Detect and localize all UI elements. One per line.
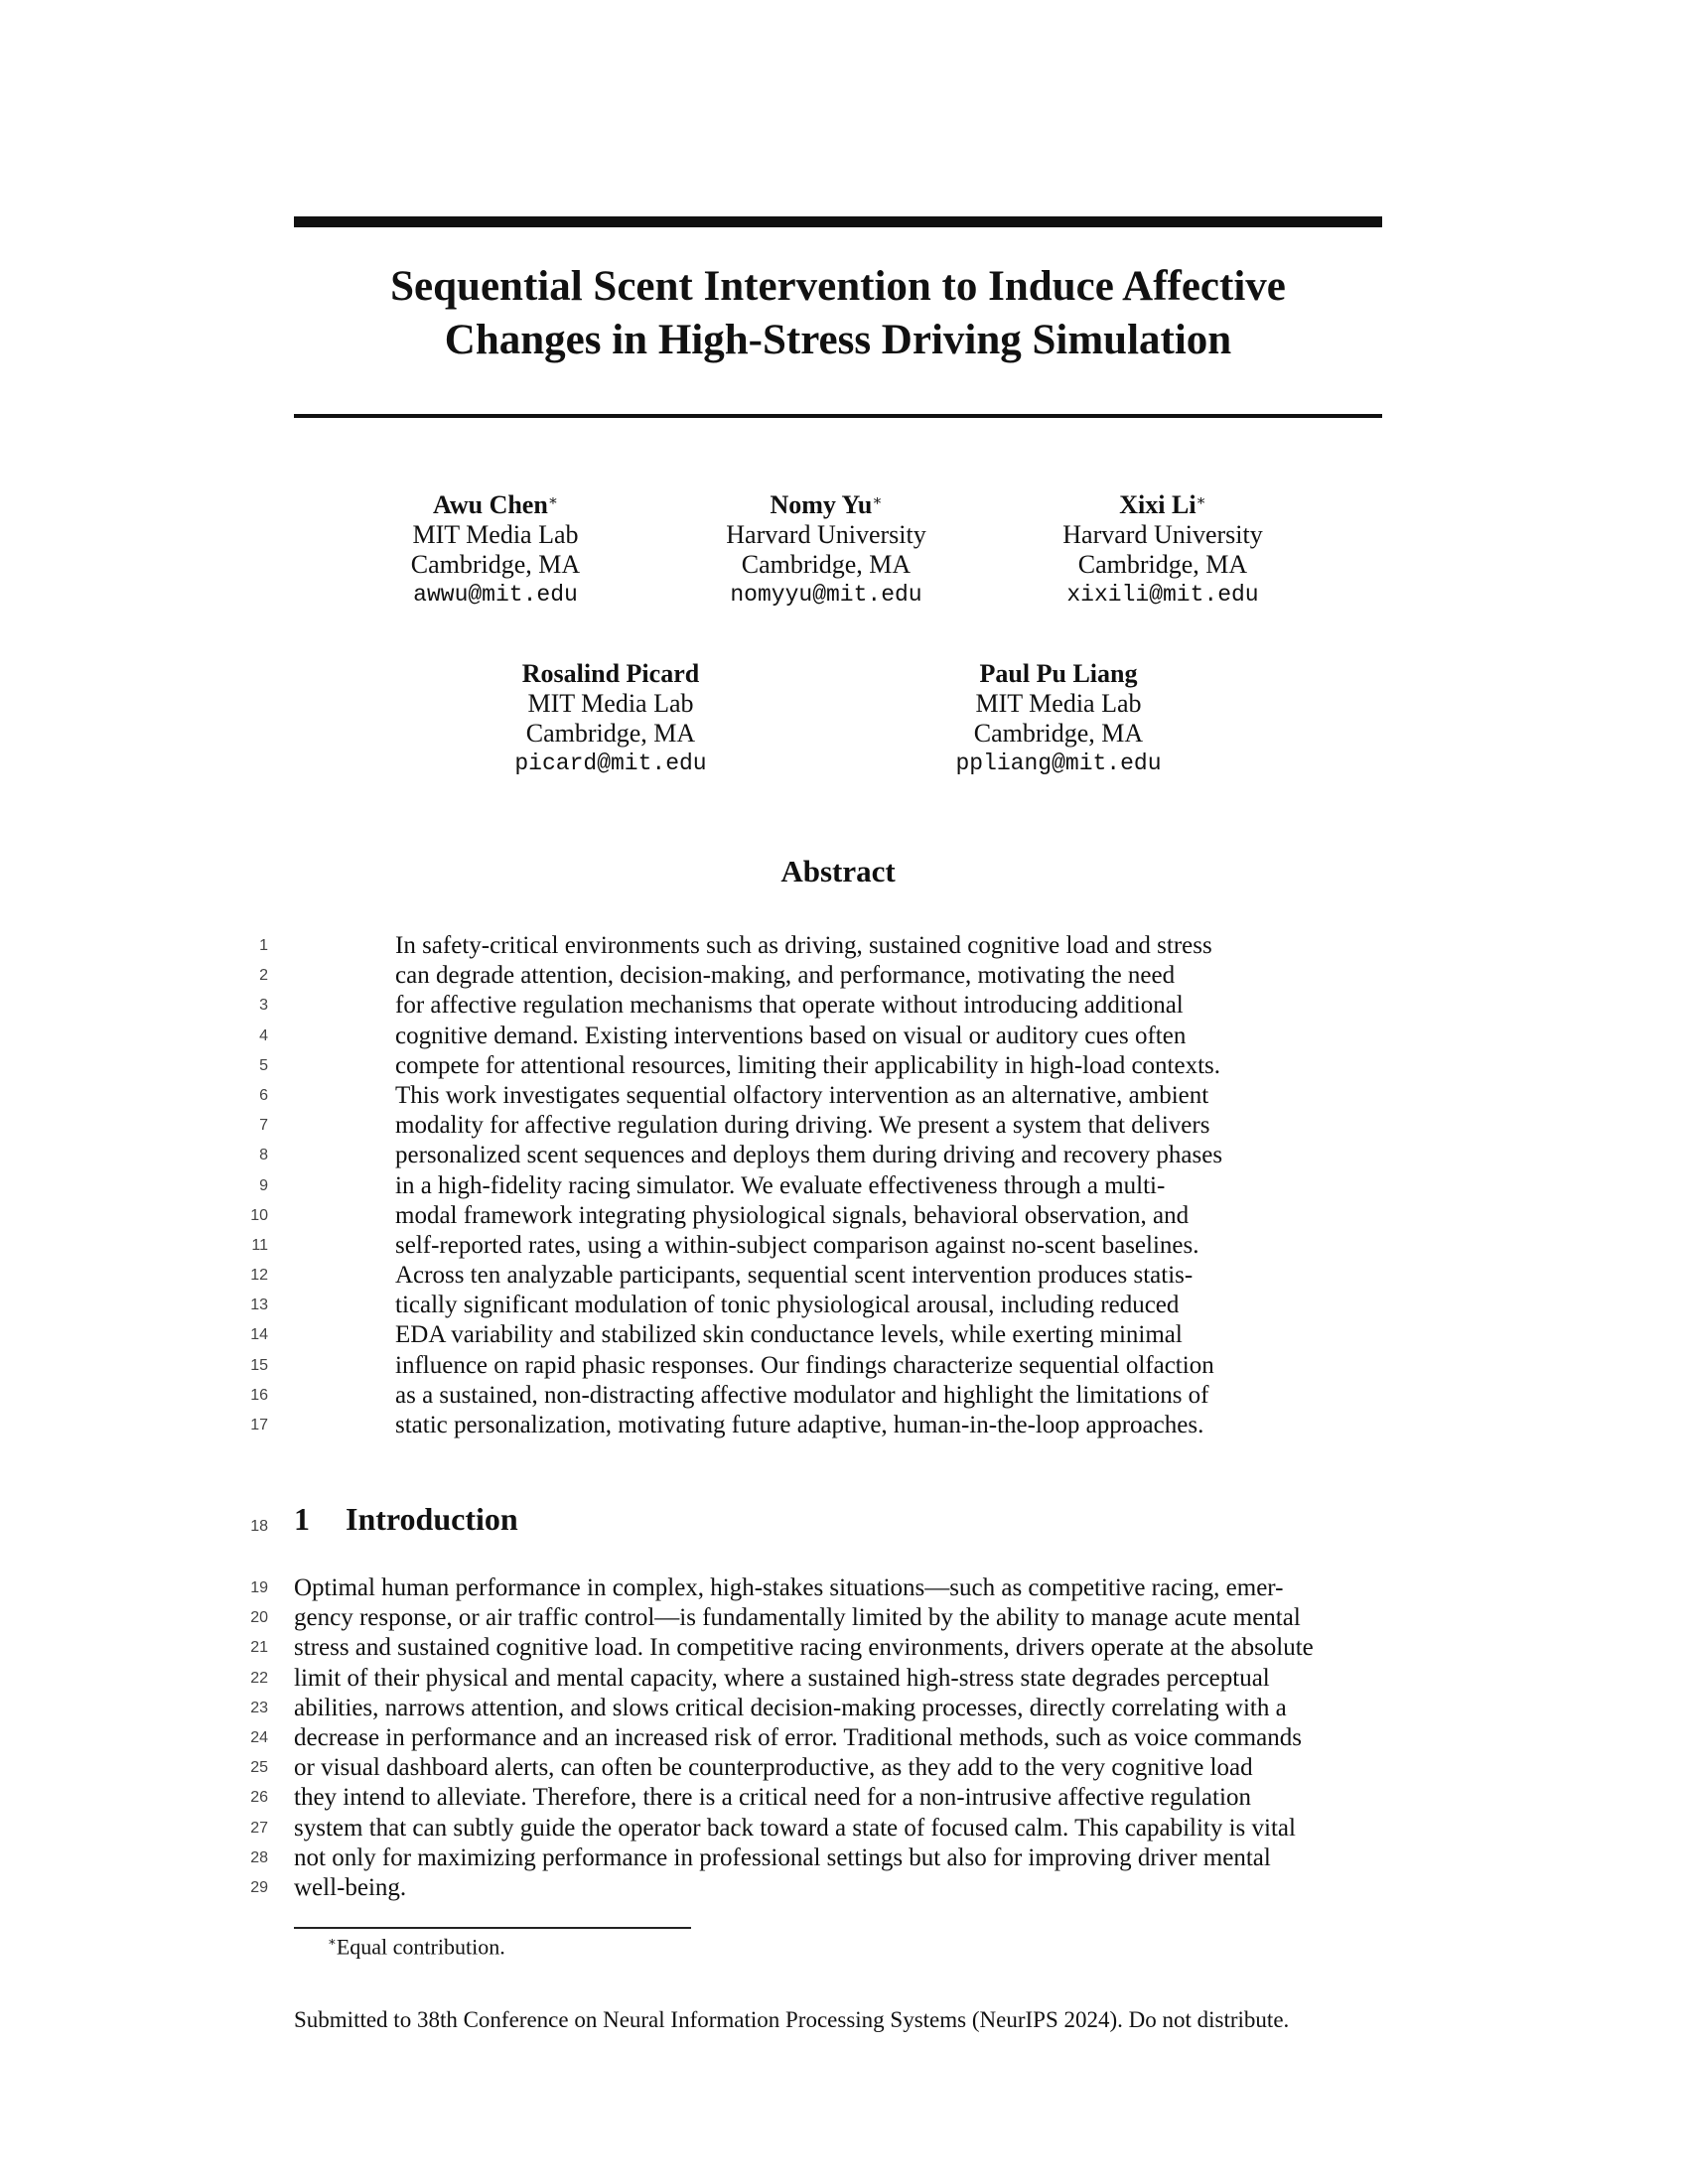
title-top-rule — [294, 216, 1382, 227]
body-line: abilities, narrows attention, and slows critical decision-making processes, directly correlating with a — [294, 1694, 1287, 1721]
footnote-text: Equal contribution. — [336, 1934, 505, 1960]
author-email[interactable]: xixili@mit.edu — [1066, 582, 1259, 608]
line-number: 29 — [250, 1878, 268, 1896]
section-title: Introduction — [346, 1501, 518, 1537]
abstract-line: compete for attentional resources, limiting their applicability in high-load contexts. — [395, 1051, 1221, 1079]
author-email[interactable]: awwu@mit.edu — [413, 582, 578, 608]
body-line: Optimal human performance in complex, high-stakes situations—such as competitive racing, emer- — [294, 1574, 1284, 1601]
line-number: 14 — [250, 1326, 268, 1344]
abstract-line: personalized scent sequences and deploys them during driving and recovery phases — [395, 1142, 1223, 1169]
line-number: 10 — [250, 1206, 268, 1224]
author-block — [452, 659, 770, 778]
body-line: system that can subtly guide the operator back toward a state of focused calm. This capability is vital — [294, 1814, 1296, 1842]
footnote-mark: ∗ — [328, 1934, 337, 1949]
author-name: Xixi Li — [1119, 490, 1196, 519]
author-block — [1004, 490, 1322, 610]
abstract-line: influence on rapid phasic responses. Our findings characterize sequential olfaction — [395, 1351, 1214, 1379]
line-number: 20 — [250, 1609, 268, 1627]
section-heading-introduction — [294, 1501, 518, 1538]
paper-title — [294, 260, 1382, 367]
author-block — [667, 490, 985, 610]
line-number: 5 — [259, 1056, 268, 1074]
abstract-line-numbers — [228, 931, 268, 1440]
abstract-line: tically significant modulation of tonic physiological arousal, including reduced — [395, 1292, 1180, 1319]
author-location: Cambridge, MA — [525, 719, 696, 748]
title-line-2: Changes in High-Stress Driving Simulation — [444, 317, 1232, 363]
submission-footer: Submitted to 38th Conference on Neural Information Processing Systems (NeurIPS 2024). Do not distribute. — [294, 2007, 1290, 2032]
abstract-line: as a sustained, non-distracting affective modulator and highlight the limitations of — [395, 1381, 1209, 1409]
line-number: 16 — [250, 1386, 268, 1404]
line-number: 25 — [250, 1759, 268, 1777]
line-number: 6 — [259, 1086, 268, 1104]
author-name: Rosalind Picard — [521, 659, 700, 688]
line-number: 2 — [259, 967, 268, 985]
abstract-line: modal framework integrating physiological signals, behavioral observation, and — [395, 1201, 1190, 1229]
author-email[interactable]: picard@mit.edu — [514, 751, 707, 776]
author-affiliation: Harvard University — [726, 520, 926, 549]
body-line: not only for maximizing performance in professional settings but also for improving driver mental — [294, 1843, 1271, 1871]
author-location: Cambridge, MA — [1077, 550, 1248, 579]
author-block — [900, 659, 1217, 778]
author-location: Cambridge, MA — [410, 550, 581, 579]
line-number: 19 — [250, 1579, 268, 1596]
author-name: Paul Pu Liang — [979, 659, 1138, 688]
author-affiliation: Harvard University — [1062, 520, 1263, 549]
author-mark: ∗ — [872, 493, 883, 509]
body-line: decrease in performance and an increased risk of error. Traditional methods, such as voice commands — [294, 1723, 1302, 1751]
abstract-line: in a high-fidelity racing simulator. We evaluate effectiveness through a multi- — [395, 1171, 1166, 1199]
line-number: 28 — [250, 1848, 268, 1866]
line-number: 1 — [259, 937, 268, 954]
abstract-line: Across ten analyzable participants, sequential scent intervention produces statis- — [395, 1262, 1194, 1290]
title-bottom-rule — [294, 414, 1382, 418]
body-line: they intend to alleviate. Therefore, there is a critical need for a non-intrusive affective regulation — [294, 1784, 1251, 1812]
abstract-heading: Abstract — [780, 854, 896, 888]
abstract-line: can degrade attention, decision-making, and performance, motivating the need — [395, 962, 1176, 990]
author-name: Nomy Yu — [770, 490, 873, 519]
line-number: 12 — [250, 1267, 268, 1285]
author-mark: ∗ — [547, 493, 559, 509]
line-number: 23 — [250, 1699, 268, 1716]
line-number: 27 — [250, 1819, 268, 1837]
line-number: 13 — [250, 1297, 268, 1314]
line-number: 4 — [259, 1026, 268, 1044]
abstract-line: This work investigates sequential olfactory intervention as an alternative, ambient — [395, 1081, 1209, 1109]
abstract-line: static personalization, motivating future adaptive, human-in-the-loop approaches. — [395, 1412, 1204, 1438]
line-number: 8 — [259, 1147, 268, 1164]
abstract-line: modality for affective regulation during driving. We present a system that delivers — [395, 1112, 1210, 1140]
author-affiliation: MIT Media Lab — [975, 689, 1142, 718]
line-number: 9 — [259, 1176, 268, 1194]
body-line: or visual dashboard alerts, can often be counterproductive, as they add to the very cognitive load — [294, 1754, 1253, 1782]
abstract-line: In safety-critical environments such as driving, sustained cognitive load and stress — [395, 932, 1212, 959]
body-line: stress and sustained cognitive load. In competitive racing environments, drivers operate at the absolute — [294, 1634, 1314, 1662]
body-line: limit of their physical and mental capacity, where a sustained high-stress state degrades perceptual — [294, 1664, 1270, 1692]
line-number: 24 — [250, 1728, 268, 1746]
line-number: 3 — [259, 997, 268, 1015]
author-location: Cambridge, MA — [741, 550, 912, 579]
line-number: 18 — [250, 1518, 268, 1535]
author-location: Cambridge, MA — [973, 719, 1144, 748]
body-line: gency response, or air traffic control—is fundamentally limited by the ability to manage acute mental — [294, 1604, 1301, 1632]
line-number: 22 — [250, 1669, 268, 1687]
footnote — [328, 1934, 505, 1960]
introduction-paragraph — [294, 1573, 1386, 1903]
abstract-line: cognitive demand. Existing interventions based on visual or auditory cues often — [395, 1022, 1187, 1049]
author-mark: ∗ — [1196, 493, 1206, 509]
title-line-1: Sequential Scent Intervention to Induce Affective — [390, 263, 1286, 310]
footnote-rule — [294, 1927, 691, 1929]
author-email[interactable]: ppliang@mit.edu — [955, 751, 1162, 776]
author-name: Awu Chen — [432, 490, 548, 519]
section-number: 1 — [294, 1501, 310, 1537]
abstract-line: EDA variability and stabilized skin conductance levels, while exerting minimal — [395, 1321, 1183, 1349]
abstract-text — [395, 931, 1289, 1440]
line-number: 26 — [250, 1789, 268, 1807]
line-number: 15 — [250, 1356, 268, 1374]
line-number: 7 — [259, 1117, 268, 1135]
author-affiliation: MIT Media Lab — [527, 689, 694, 718]
line-number: 21 — [250, 1639, 268, 1657]
line-number: 11 — [251, 1236, 268, 1254]
author-block — [337, 490, 654, 610]
section-line-number — [228, 1512, 268, 1542]
abstract-line: for affective regulation mechanisms that operate without introducing additional — [395, 992, 1184, 1020]
author-affiliation: MIT Media Lab — [412, 520, 579, 549]
line-number: 17 — [250, 1417, 268, 1433]
author-email[interactable]: nomyyu@mit.edu — [730, 582, 922, 608]
body-line-numbers — [228, 1573, 268, 1903]
body-line: well-being. — [294, 1873, 407, 1901]
abstract-line: self-reported rates, using a within-subject comparison against no-scent baselines. — [395, 1231, 1199, 1259]
